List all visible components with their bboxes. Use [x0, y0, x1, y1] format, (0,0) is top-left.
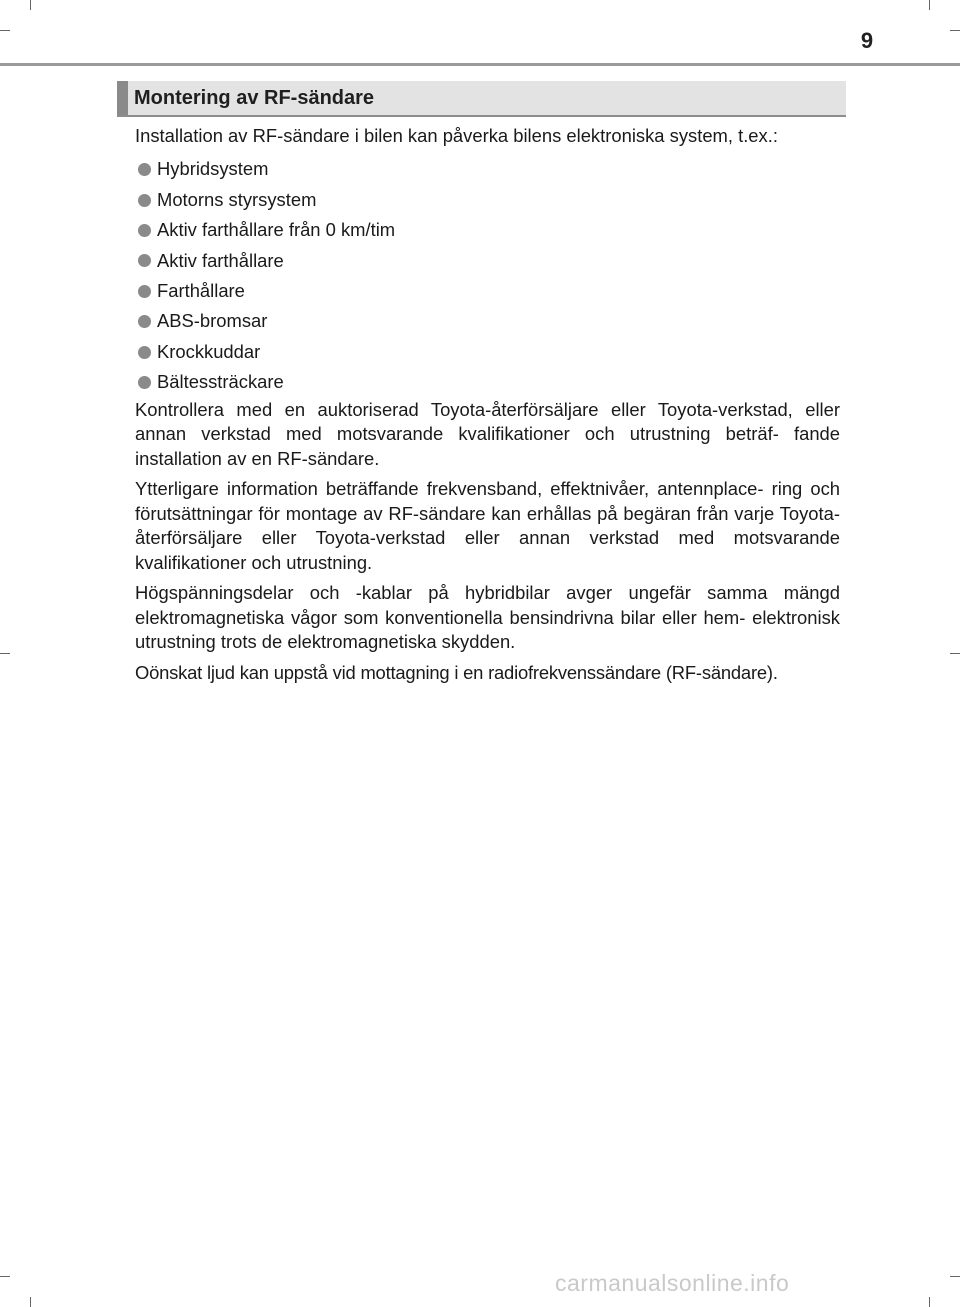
- crop-mark-bottom-right-v: [929, 1297, 930, 1307]
- bullet-icon: [138, 376, 151, 389]
- content-body: [135, 124, 840, 691]
- crop-mark-mid-right: [950, 653, 960, 654]
- header-rule: [0, 63, 960, 66]
- crop-mark-top-right-v: [929, 0, 930, 10]
- crop-mark-top-left-v: [30, 0, 31, 10]
- crop-mark-bottom-right: [950, 1276, 960, 1277]
- list-item: [135, 367, 840, 397]
- section-header-bar: [117, 81, 128, 115]
- list-item-label: Motorns styrsystem: [157, 188, 317, 210]
- list-item: [135, 276, 840, 306]
- list-item-label: Bältessträckare: [157, 371, 284, 393]
- intro-paragraph: Installation av RF-sändare i bilen kan påverka bilens elektroniska system, t.ex.:: [135, 125, 778, 146]
- list-item-label: Hybridsystem: [157, 158, 269, 180]
- paragraph-high-voltage: Högspänningsdelar och -kablar på hybridbilar avger ungefär samma mängd elektromagnetiska vågor som konventionella bensindrivna bilar eller hem- elektronisk utrustning trots de elektromagnetiska skydden.: [135, 582, 840, 653]
- crop-mark-bottom-left: [0, 1276, 10, 1277]
- crop-mark-bottom-left-v: [30, 1297, 31, 1307]
- section-title: Montering av RF-sändare: [134, 87, 375, 109]
- bullet-icon: [138, 163, 151, 176]
- list-item: [135, 155, 840, 185]
- page-number: 9: [860, 28, 874, 53]
- paragraph-noise: Oönskat ljud kan uppstå vid mottagning i en radiofrekvenssändare (RF-sändare).: [135, 661, 778, 683]
- paragraph-dealer: Kontrollera med en auktoriserad Toyota-återförsäljare eller Toyota-verkstad, eller annan verkstad med motsvarande kvalifikationer och utrustning beträf- fande installation av en RF-sändare.: [135, 398, 840, 469]
- crop-mark-top-left: [0, 30, 10, 31]
- paragraph-info: Ytterligare information beträffande frekvensband, effektnivåer, antennplace- ring och förutsättningar för montage av RF-sändare kan erhållas på begäran från varje Toyota-återförsäljare eller Toyota-verkstad eller annan verkstad med motsvarande kvalifikationer och utrustning.: [135, 478, 840, 573]
- list-item-label: Aktiv farthållare: [157, 249, 284, 271]
- list-item: [135, 306, 840, 336]
- watermark: carmanualsonline.info: [555, 1270, 790, 1296]
- bullet-icon: [138, 254, 151, 267]
- bullet-icon: [138, 194, 151, 207]
- bullet-icon: [138, 315, 151, 328]
- list-item: [135, 337, 840, 367]
- list-item-label: ABS-bromsar: [157, 310, 268, 332]
- crop-mark-top-right: [950, 30, 960, 31]
- list-item: [135, 185, 840, 215]
- crop-mark-mid-left: [0, 653, 10, 654]
- list-item-label: Krockkuddar: [157, 340, 261, 362]
- bullet-icon: [138, 285, 151, 298]
- section-header: [117, 81, 846, 117]
- list-item-label: Farthållare: [157, 280, 245, 301]
- list-item-label: Aktiv farthållare från 0 km/tim: [157, 219, 396, 241]
- bullet-icon: [138, 224, 151, 237]
- bullet-icon: [138, 346, 151, 359]
- bullet-list: [135, 155, 840, 398]
- list-item: [135, 215, 840, 245]
- list-item: [135, 246, 840, 276]
